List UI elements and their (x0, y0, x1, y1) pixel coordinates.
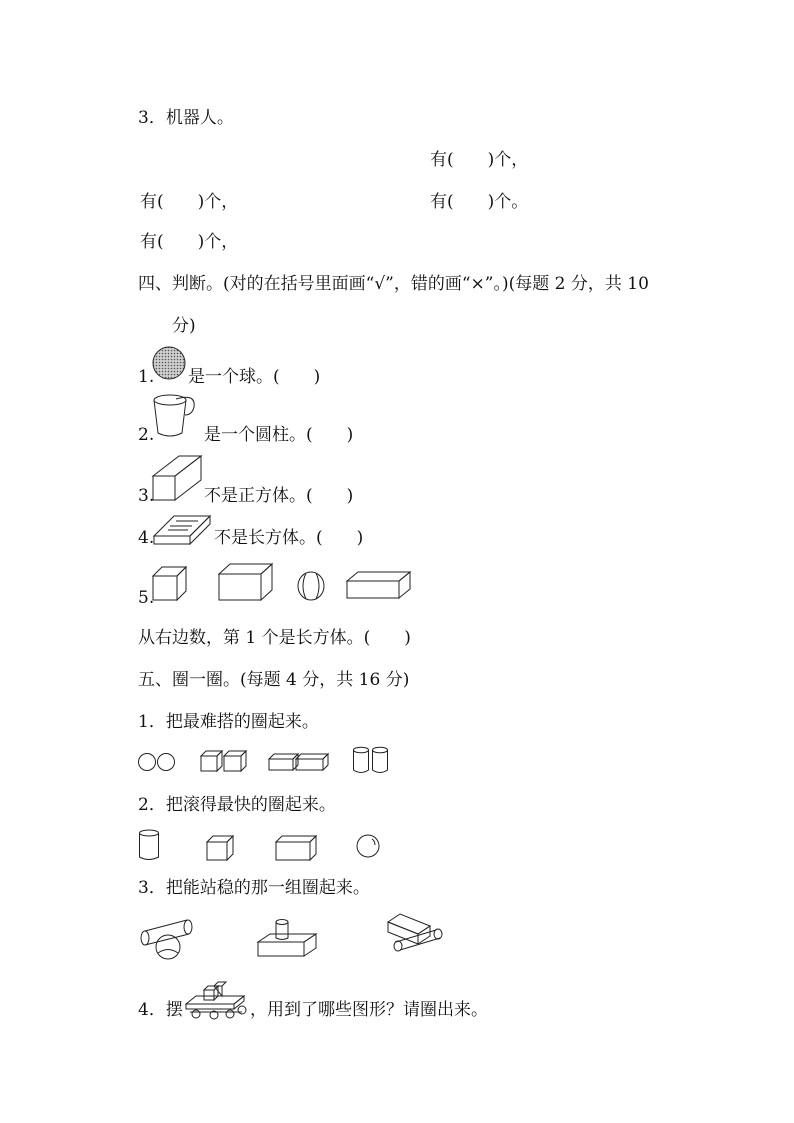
ball-icon (297, 571, 325, 601)
circle-q4-number: 4．摆 (138, 1000, 183, 1020)
cuboid-icon (218, 563, 274, 601)
cuboid-icon (275, 835, 317, 861)
bucket-icon (152, 393, 200, 439)
q3-blank-1: 有( )个， (430, 150, 529, 170)
two-cuboids-icon (268, 753, 330, 771)
cylinder-on-box-icon (256, 918, 318, 958)
circle-q3: 3．把能站稳的那一组圈起来。 (138, 878, 370, 898)
judge-item-4-text: 不是长方体。( ) (214, 528, 364, 548)
circle-q2: 2．把滚得最快的圈起来。 (138, 795, 336, 815)
ball-icon (152, 346, 186, 380)
cylinder-on-ball-icon (137, 916, 195, 962)
judge-item-1-text: 是一个球。( ) (188, 367, 321, 387)
section4-heading-cont: 分) (172, 316, 196, 336)
judge-item-5-text: 从右边数，第 1 个是长方体。( ) (138, 628, 411, 648)
cube-icon (152, 566, 188, 602)
judge-item-3-text: 不是正方体。( ) (204, 486, 354, 506)
judge-item-2-text: 是一个圆柱。( ) (204, 425, 354, 445)
box-on-cylinder-icon (386, 912, 446, 952)
q3-blank-3: 有( )个。 (430, 192, 529, 212)
judge-item-5-number: 5. (138, 588, 155, 608)
q3-blank-4: 有( )个， (140, 232, 239, 252)
two-cubes-icon (200, 750, 248, 772)
two-balls-icon (138, 752, 176, 772)
cube-icon (206, 835, 234, 861)
q3-blank-2: 有( )个， (140, 192, 239, 212)
book-icon (152, 514, 212, 546)
circle-q4-text: ，用到了哪些图形？请圈出来。 (250, 1000, 488, 1020)
cart-model-icon (184, 978, 248, 1020)
q3-title: 3．机器人。 (138, 108, 234, 128)
judge-item-3-number: 3. (138, 486, 155, 506)
judge-item-1-number: 1. (138, 367, 155, 387)
cuboid-icon (346, 571, 412, 599)
ball-icon (356, 834, 380, 858)
circle-q1: 1．把最难搭的圈起来。 (138, 712, 319, 732)
section4-heading: 四、判断。(对的在括号里面画“√”，错的画“×”。)(每题 2 分，共 10 (138, 274, 649, 294)
cylinder-icon (138, 829, 160, 861)
section5-heading: 五、圈一圈。(每题 4 分，共 16 分) (138, 670, 410, 690)
judge-item-4-number: 4. (138, 528, 155, 548)
two-cylinders-icon (352, 746, 390, 774)
judge-item-2-number: 2. (138, 425, 155, 445)
cuboid-icon (151, 454, 203, 502)
